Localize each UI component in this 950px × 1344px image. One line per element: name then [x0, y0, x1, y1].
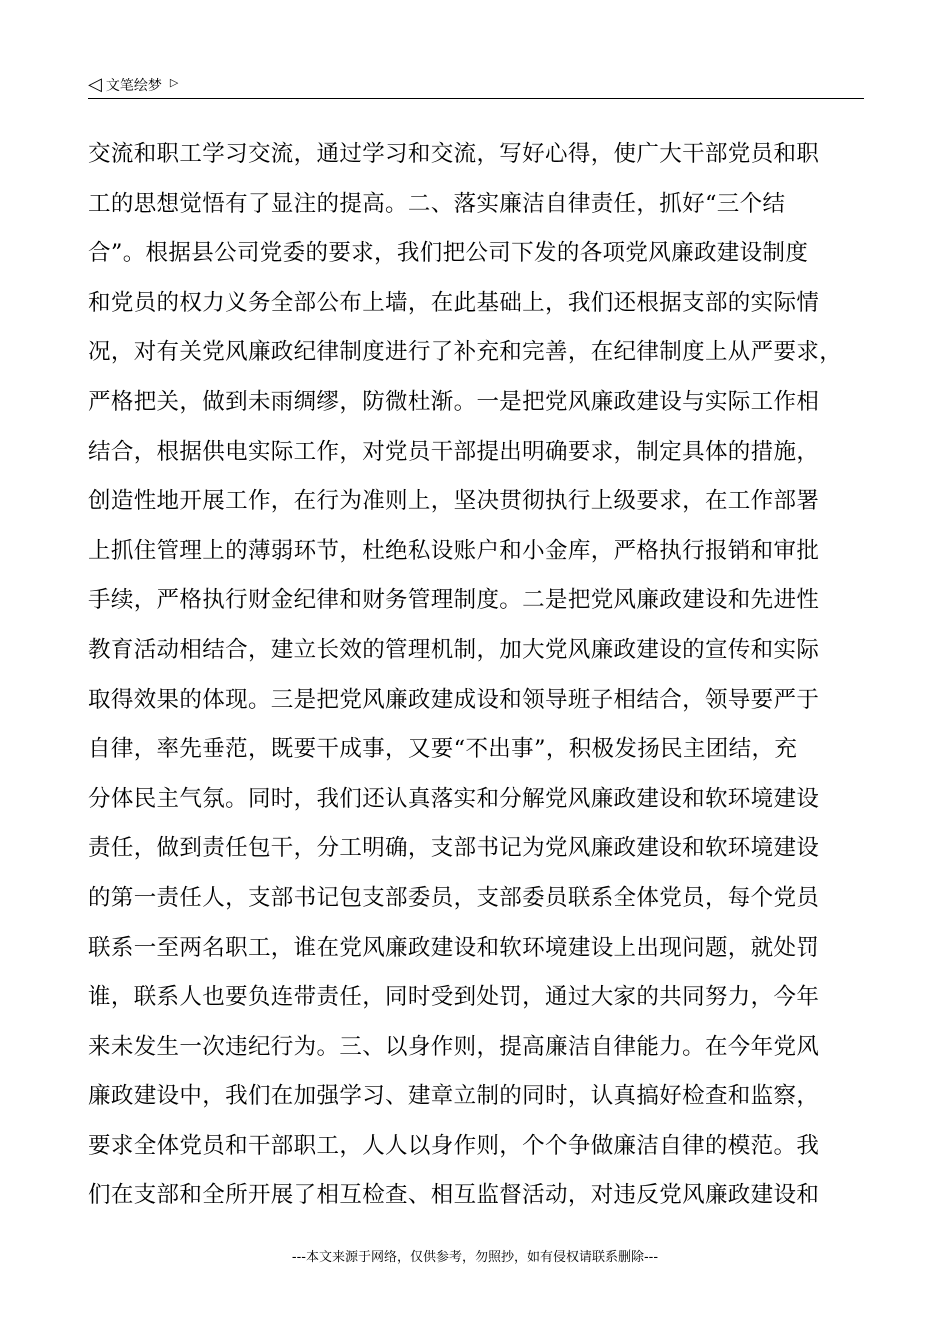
body-line: 上抓住管理上的薄弱环节，杜绝私设账户和小金库，严格执行报销和审批 — [88, 537, 820, 564]
body-line: 来未发生一次违纪行为。三、以身作则，提高廉洁自律能力。在今年党风 — [88, 1033, 820, 1060]
body-line: 要求全体党员和干部职工，人人以身作则，个个争做廉洁自律的模范。我 — [88, 1132, 820, 1159]
body-line: 谁，联系人也要负连带责任，同时受到处罚，通过大家的共同努力，今年 — [88, 984, 820, 1011]
left-triangle-icon: ◁ — [88, 74, 102, 95]
body-line: 廉政建设中，我们在加强学习、建章立制的同时，认真搞好检查和监察， — [88, 1083, 820, 1110]
body-line: 合”。根据县公司党委的要求，我们把公司下发的各项党风廉政建设制度 — [88, 240, 809, 267]
page-footer-disclaimer: ---本文来源于网络，仅供参考，勿照抄，如有侵权请联系删除--- — [291, 1250, 659, 1265]
document-body — [88, 130, 864, 1221]
body-line: 和党员的权力义务全部公布上墙，在此基础上，我们还根据支部的实际情 — [88, 289, 820, 316]
body-line: 们在支部和全所开展了相互检查、相互监督活动，对违反党风廉政建设和 — [88, 1182, 820, 1209]
body-line: 的第一责任人，支部书记包支部委员，支部委员联系全体党员，每个党员 — [88, 884, 820, 911]
body-line: 教育活动相结合，建立长效的管理机制，加大党风廉政建设的宣传和实际 — [88, 636, 820, 663]
body-line: 工的思想觉悟有了显注的提高。二、落实廉洁自律责任，抓好“三个结 — [88, 190, 786, 217]
body-line: 分体民主气氛。同时，我们还认真落实和分解党风廉政建设和软环境建设 — [88, 785, 820, 812]
body-line: 自律，率先垂范，既要干成事，又要“不出事”，积极发扬民主团结，充 — [88, 736, 798, 763]
body-line: 取得效果的体现。三是把党风廉政建成设和领导班子相结合，领导要严于 — [88, 686, 820, 713]
body-line: 创造性地开展工作，在行为准则上，坚决贯彻执行上级要求，在工作部署 — [88, 488, 820, 515]
page-header — [88, 72, 864, 99]
body-line: 交流和职工学习交流，通过学习和交流，写好心得，使广大干部党员和职 — [88, 141, 820, 167]
body-line: 联系一至两名职工，谁在党风廉政建设和软环境建设上出现问题，就处罚 — [88, 934, 820, 961]
body-line: 手续，严格执行财金纪律和财务管理制度。二是把党风廉政建设和先进性 — [88, 587, 820, 614]
body-line: 况，对有关党风廉政纪律制度进行了补充和完善，在纪律制度上从严要求， — [88, 339, 843, 366]
header-title: 文笔绘梦 — [105, 78, 162, 94]
right-triangle-icon: ▷ — [169, 75, 179, 89]
body-line: 责任，做到责任包干，分工明确，支部书记为党风廉政建设和软环境建设 — [88, 835, 820, 862]
body-line: 严格把关，做到未雨绸缪，防微杜渐。一是把党风廉政建设与实际工作相 — [88, 388, 820, 415]
body-line: 结合，根据供电实际工作，对党员干部提出明确要求，制定具体的措施， — [88, 438, 820, 465]
